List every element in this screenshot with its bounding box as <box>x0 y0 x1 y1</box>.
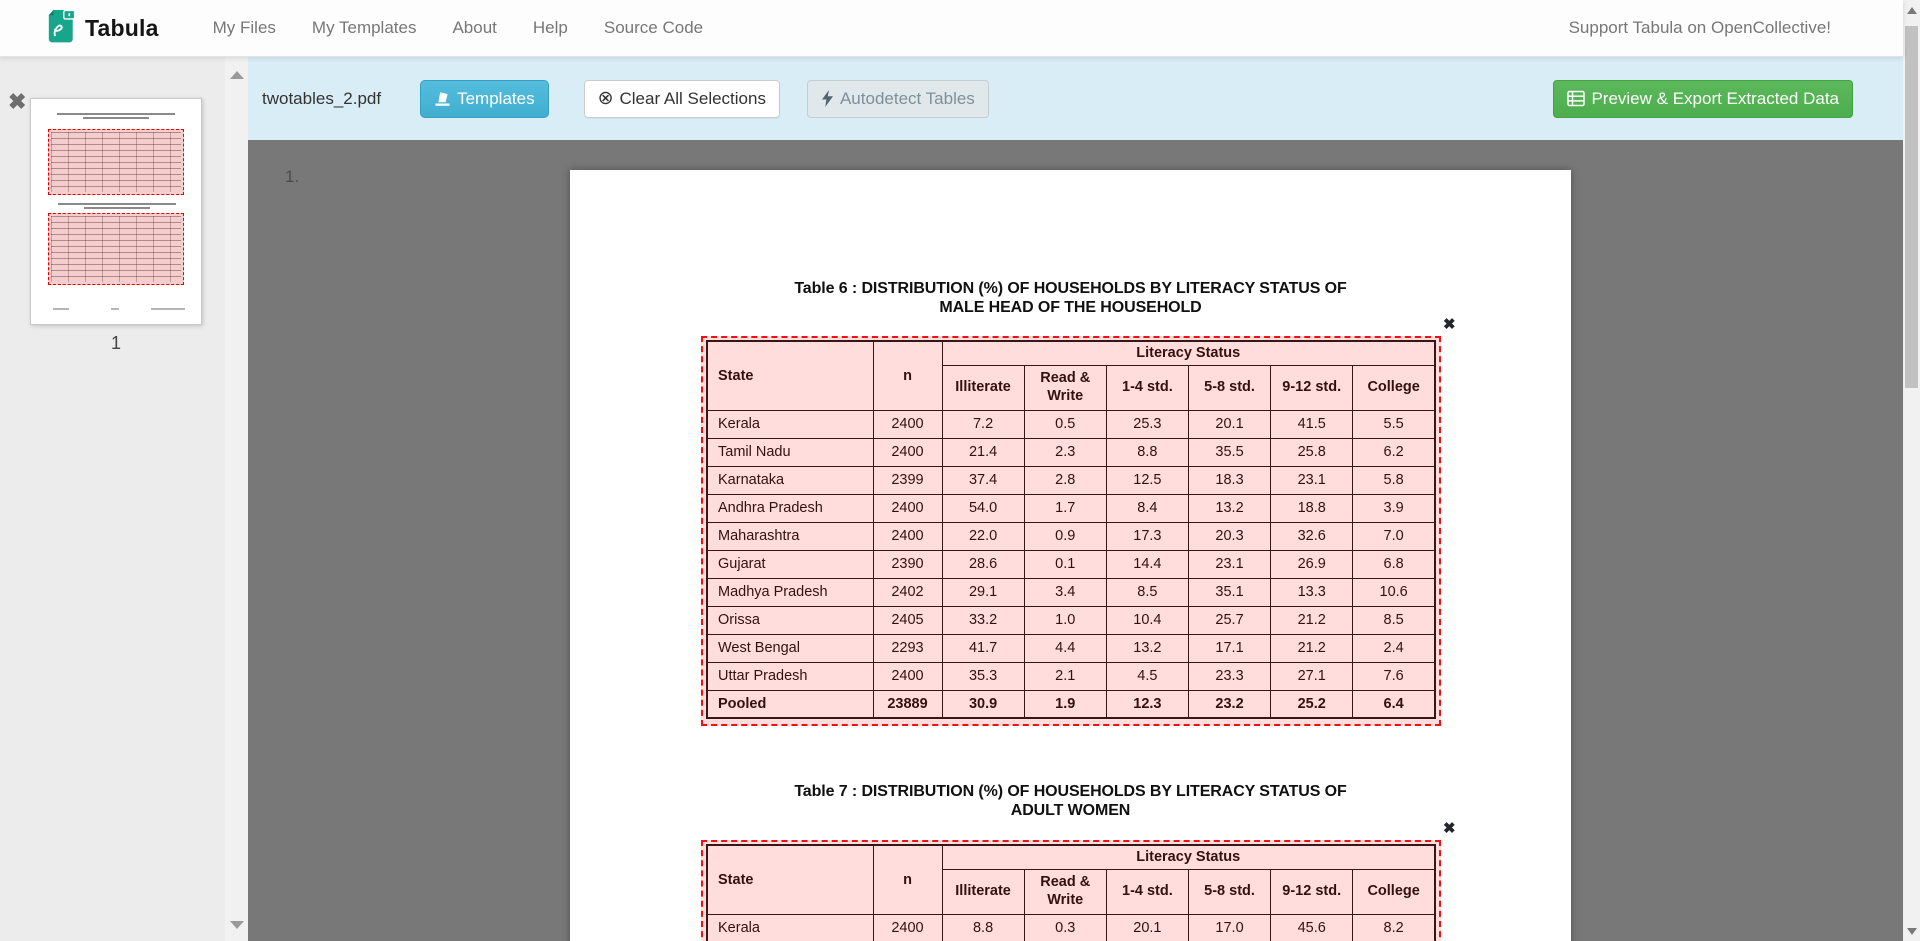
autodetect-tables-button[interactable] <box>807 80 989 118</box>
column-header-n: n <box>873 845 942 914</box>
page-thumbnail[interactable] <box>30 98 202 325</box>
value-cell: 37.4 <box>942 466 1024 494</box>
value-cell: 13.2 <box>1106 634 1188 662</box>
value-cell: 8.2 <box>1353 914 1435 941</box>
value-cell: 30.9 <box>942 690 1024 718</box>
value-cell: 0.3 <box>1024 914 1106 941</box>
filename: twotables_2.pdf <box>262 88 382 108</box>
brand[interactable] <box>46 7 159 49</box>
value-cell: 23.2 <box>1188 690 1270 718</box>
state-cell: Gujarat <box>707 550 873 578</box>
value-cell: 6.4 <box>1353 690 1435 718</box>
state-cell: Kerala <box>707 410 873 438</box>
value-cell: 32.6 <box>1271 522 1353 550</box>
value-cell: 0.9 <box>1024 522 1106 550</box>
state-cell: Karnataka <box>707 466 873 494</box>
value-cell: 25.8 <box>1271 438 1353 466</box>
value-cell: 5.8 <box>1353 466 1435 494</box>
value-cell: 2400 <box>873 438 942 466</box>
column-header: 1-4 std. <box>1106 365 1188 410</box>
value-cell: 8.8 <box>1106 438 1188 466</box>
column-header: Read & Write <box>1024 869 1106 914</box>
remove-selection-icon[interactable]: ✖ <box>1443 820 1456 837</box>
mini-footer-line <box>111 308 119 310</box>
column-header: College <box>1353 365 1435 410</box>
value-cell: 18.3 <box>1188 466 1270 494</box>
value-cell: 4.4 <box>1024 634 1106 662</box>
state-cell: Orissa <box>707 606 873 634</box>
export-label: Preview & Export Extracted Data <box>1591 88 1839 108</box>
table7-title-line2: ADULT WOMEN <box>1010 802 1131 819</box>
value-cell: 21.2 <box>1271 606 1353 634</box>
value-cell: 23.1 <box>1188 550 1270 578</box>
thumbnail-sidebar <box>0 57 248 941</box>
table-selection-2[interactable] <box>701 840 1441 941</box>
value-cell: 1.7 <box>1024 494 1106 522</box>
thumbnail-page-number: 1 <box>110 333 121 353</box>
state-cell: Tamil Nadu <box>707 438 873 466</box>
value-cell: 5.5 <box>1353 410 1435 438</box>
state-cell: Pooled <box>707 690 873 718</box>
value-cell: 8.4 <box>1106 494 1188 522</box>
mini-title-line <box>57 113 175 115</box>
navbar-links <box>195 8 721 48</box>
state-cell: Uttar Pradesh <box>707 662 873 690</box>
value-cell: 8.5 <box>1353 606 1435 634</box>
value-cell: 20.1 <box>1106 914 1188 941</box>
table6-title-line2: MALE HEAD OF THE HOUSEHOLD <box>939 299 1202 316</box>
value-cell: 2390 <box>873 550 942 578</box>
clear-selections-label: Clear All Selections <box>619 88 766 108</box>
value-cell: 2400 <box>873 410 942 438</box>
column-header: 5-8 std. <box>1188 365 1270 410</box>
column-header: 9-12 std. <box>1271 365 1353 410</box>
value-cell: 2.4 <box>1353 634 1435 662</box>
thumbnail-selection <box>48 213 184 285</box>
value-cell: 41.5 <box>1271 410 1353 438</box>
value-cell: 23.1 <box>1271 466 1353 494</box>
column-header-n: n <box>873 341 942 410</box>
column-header: 1-4 std. <box>1106 869 1188 914</box>
remove-selection-icon[interactable]: ✖ <box>1443 316 1456 333</box>
value-cell: 1.0 <box>1024 606 1106 634</box>
column-header: Illiterate <box>942 869 1024 914</box>
value-cell: 23889 <box>873 690 942 718</box>
autodetect-label: Autodetect Tables <box>839 88 975 108</box>
column-header-group: Literacy Status <box>942 845 1435 869</box>
value-cell: 35.5 <box>1188 438 1270 466</box>
table6-title-line1: Table 6 : DISTRIBUTION (%) OF HOUSEHOLDS BY LITERACY STATUS OF <box>794 280 1347 297</box>
value-cell: 18.8 <box>1271 494 1353 522</box>
templates-button[interactable] <box>420 80 548 118</box>
value-cell: 3.9 <box>1353 494 1435 522</box>
column-header: Illiterate <box>942 365 1024 410</box>
value-cell: 2400 <box>873 914 942 941</box>
value-cell: 6.8 <box>1353 550 1435 578</box>
value-cell: 33.2 <box>942 606 1024 634</box>
page-label: 1. <box>285 167 300 186</box>
value-cell: 13.3 <box>1271 578 1353 606</box>
scroll-down-icon[interactable] <box>1907 928 1917 935</box>
value-cell: 41.7 <box>942 634 1024 662</box>
nav-item[interactable]: My Templates <box>311 18 417 37</box>
support-link[interactable]: Support Tabula on OpenCollective! <box>1568 18 1831 37</box>
value-cell: 2400 <box>873 662 942 690</box>
content-row <box>0 57 1903 941</box>
value-cell: 22.0 <box>942 522 1024 550</box>
value-cell: 12.3 <box>1106 690 1188 718</box>
value-cell: 8.5 <box>1106 578 1188 606</box>
state-cell: Maharashtra <box>707 522 873 550</box>
value-cell: 26.9 <box>1271 550 1353 578</box>
mini-title-line <box>83 117 149 119</box>
value-cell: 13.2 <box>1188 494 1270 522</box>
column-header: Read & Write <box>1024 365 1106 410</box>
value-cell: 14.4 <box>1106 550 1188 578</box>
value-cell: 25.7 <box>1188 606 1270 634</box>
mini-footer-line <box>53 308 69 310</box>
value-cell: 3.4 <box>1024 578 1106 606</box>
value-cell: 35.1 <box>1188 578 1270 606</box>
clear-selections-button[interactable] <box>584 80 780 118</box>
value-cell: 21.4 <box>942 438 1024 466</box>
state-cell: Andhra Pradesh <box>707 494 873 522</box>
thumbnail-selection <box>48 129 184 195</box>
mini-title-line <box>84 207 150 209</box>
templates-label: Templates <box>457 88 535 108</box>
right-column <box>248 57 1903 941</box>
value-cell: 8.8 <box>942 914 1024 941</box>
table-list-icon <box>1567 90 1585 107</box>
column-header: 5-8 std. <box>1188 869 1270 914</box>
value-cell: 4.5 <box>1106 662 1188 690</box>
table-selection-1[interactable] <box>701 336 1441 726</box>
value-cell: 20.1 <box>1188 410 1270 438</box>
value-cell: 0.1 <box>1024 550 1106 578</box>
close-page-icon[interactable]: ✖ <box>8 89 27 114</box>
save-template-icon <box>434 90 451 107</box>
value-cell: 10.6 <box>1353 578 1435 606</box>
state-cell: Madhya Pradesh <box>707 578 873 606</box>
brand-title[interactable]: Tabula <box>85 14 159 41</box>
state-cell: West Bengal <box>707 634 873 662</box>
value-cell: 2400 <box>873 494 942 522</box>
value-cell: 12.5 <box>1106 466 1188 494</box>
column-header: 9-12 std. <box>1271 869 1353 914</box>
value-cell: 1.9 <box>1024 690 1106 718</box>
table7-title-line1: Table 7 : DISTRIBUTION (%) OF HOUSEHOLDS BY LITERACY STATUS OF <box>794 783 1347 800</box>
navbar <box>0 0 1903 57</box>
column-header-group: Literacy Status <box>942 341 1435 365</box>
lightning-icon <box>821 90 834 107</box>
value-cell: 10.4 <box>1106 606 1188 634</box>
sidebar-scrollbar[interactable] <box>225 57 248 941</box>
nav-item[interactable]: About <box>452 18 497 37</box>
value-cell: 7.2 <box>942 410 1024 438</box>
mini-footer-line <box>151 308 185 310</box>
value-cell: 25.3 <box>1106 410 1188 438</box>
value-cell: 2293 <box>873 634 942 662</box>
value-cell: 45.6 <box>1271 914 1353 941</box>
value-cell: 23.3 <box>1188 662 1270 690</box>
pdf-viewer[interactable] <box>248 140 1903 941</box>
scroll-down-icon[interactable] <box>230 921 244 929</box>
value-cell: 17.1 <box>1188 634 1270 662</box>
value-cell: 20.3 <box>1188 522 1270 550</box>
column-header: College <box>1353 869 1435 914</box>
tabula-pdf-lock-icon <box>46 7 76 49</box>
value-cell: 2402 <box>873 578 942 606</box>
value-cell: 21.2 <box>1271 634 1353 662</box>
window-scrollbar[interactable] <box>1903 0 1920 941</box>
column-header-state: State <box>707 341 873 410</box>
value-cell: 2.3 <box>1024 438 1106 466</box>
nav-item[interactable]: Help <box>532 18 568 37</box>
value-cell: 25.2 <box>1271 690 1353 718</box>
value-cell: 2.8 <box>1024 466 1106 494</box>
value-cell: 17.0 <box>1188 914 1270 941</box>
value-cell: 27.1 <box>1271 662 1353 690</box>
scrollbar-thumb[interactable] <box>1905 26 1918 388</box>
mini-title-line <box>58 203 176 205</box>
export-button[interactable] <box>1553 80 1853 118</box>
pdf-page[interactable] <box>570 170 1571 941</box>
value-cell: 2399 <box>873 466 942 494</box>
nav-item[interactable]: Source Code <box>603 18 704 37</box>
value-cell: 28.6 <box>942 550 1024 578</box>
value-cell: 0.5 <box>1024 410 1106 438</box>
value-cell: 6.2 <box>1353 438 1435 466</box>
value-cell: 2405 <box>873 606 942 634</box>
state-cell: Kerala <box>707 914 873 941</box>
value-cell: 2.1 <box>1024 662 1106 690</box>
value-cell: 2400 <box>873 522 942 550</box>
column-header-state: State <box>707 845 873 914</box>
value-cell: 29.1 <box>942 578 1024 606</box>
value-cell: 7.0 <box>1353 522 1435 550</box>
value-cell: 54.0 <box>942 494 1024 522</box>
nav-item[interactable]: My Files <box>212 18 276 37</box>
scroll-up-icon[interactable] <box>230 71 244 79</box>
value-cell: 35.3 <box>942 662 1024 690</box>
value-cell: 7.6 <box>1353 662 1435 690</box>
scroll-up-icon[interactable] <box>1907 7 1917 14</box>
remove-circle-icon: ⊗ <box>597 88 614 109</box>
toolbar <box>248 57 1903 140</box>
value-cell: 17.3 <box>1106 522 1188 550</box>
